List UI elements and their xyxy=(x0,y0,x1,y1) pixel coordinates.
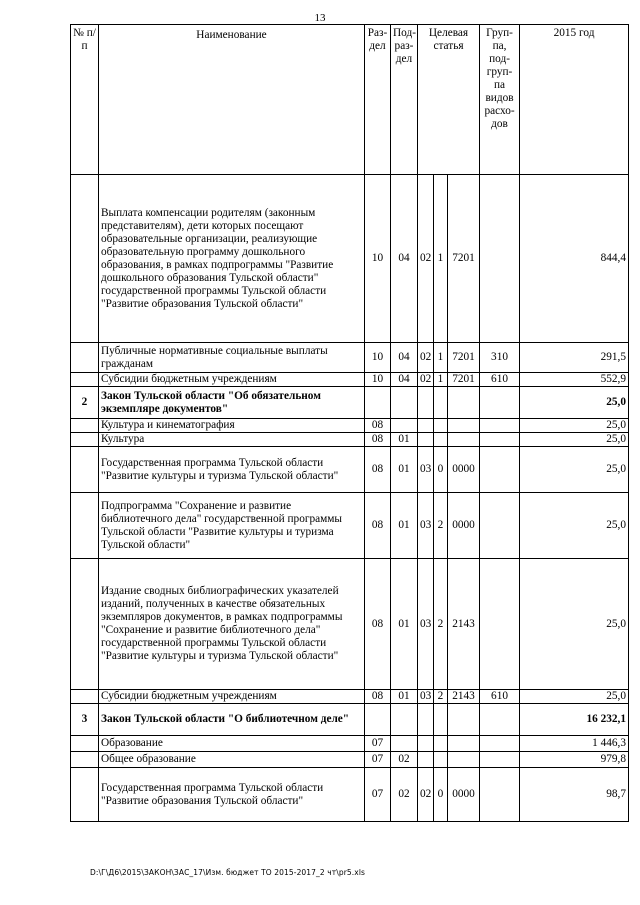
row-razdel: 08 xyxy=(365,447,391,493)
row-target-subprogram: 2 xyxy=(434,690,448,704)
row-name: Подпрограмма "Сохранение и развитие библиотечного дела" государственной программы Тульской области "Развитие культуры и туризма Тульской области" xyxy=(99,493,365,559)
row-name: Государственная программа Тульской области "Развитие образования Тульской области" xyxy=(99,768,365,822)
row-expense-group xyxy=(480,752,520,768)
row-podrazdel: 02 xyxy=(391,752,418,768)
row-podrazdel: 01 xyxy=(391,433,418,447)
row-number xyxy=(71,175,99,343)
row-amount: 25,0 xyxy=(520,447,629,493)
row-amount: 25,0 xyxy=(520,419,629,433)
table-row xyxy=(71,343,629,373)
row-expense-group xyxy=(480,447,520,493)
row-target-direction: 2143 xyxy=(448,690,480,704)
row-expense-group xyxy=(480,387,520,419)
header-year-2015: 2015 год xyxy=(520,25,629,175)
row-razdel: 07 xyxy=(365,752,391,768)
page-number: 13 xyxy=(314,12,326,24)
table-row xyxy=(71,752,629,768)
row-target-direction: 7201 xyxy=(448,175,480,343)
row-target-program: 03 xyxy=(418,447,434,493)
row-razdel: 08 xyxy=(365,419,391,433)
row-number xyxy=(71,493,99,559)
row-expense-group xyxy=(480,433,520,447)
row-target-program: 03 xyxy=(418,559,434,690)
row-target-direction: 0000 xyxy=(448,768,480,822)
row-target-direction xyxy=(448,387,480,419)
row-target-subprogram xyxy=(434,704,448,736)
row-podrazdel: 01 xyxy=(391,559,418,690)
row-expense-group: 310 xyxy=(480,343,520,373)
table-row xyxy=(71,559,629,690)
row-number xyxy=(71,559,99,690)
row-target-subprogram xyxy=(434,433,448,447)
row-razdel: 07 xyxy=(365,768,391,822)
row-podrazdel xyxy=(391,704,418,736)
row-number xyxy=(71,752,99,768)
table-row xyxy=(71,433,629,447)
row-expense-group xyxy=(480,768,520,822)
row-target-subprogram xyxy=(434,419,448,433)
row-number xyxy=(71,768,99,822)
row-number xyxy=(71,373,99,387)
table-row xyxy=(71,419,629,433)
row-amount: 979,8 xyxy=(520,752,629,768)
row-target-subprogram xyxy=(434,387,448,419)
row-podrazdel: 01 xyxy=(391,493,418,559)
row-target-direction xyxy=(448,752,480,768)
row-target-program xyxy=(418,433,434,447)
header-num: № п/п xyxy=(71,25,99,175)
table-row xyxy=(71,768,629,822)
row-expense-group: 610 xyxy=(480,690,520,704)
row-podrazdel: 02 xyxy=(391,768,418,822)
table-row xyxy=(71,447,629,493)
row-expense-group xyxy=(480,419,520,433)
row-amount: 1 446,3 xyxy=(520,736,629,752)
row-number xyxy=(71,690,99,704)
header-razdel: Раз-дел xyxy=(365,25,391,175)
header-expense-group: Груп-па, под-груп-па видов расхо-дов xyxy=(480,25,520,175)
row-number xyxy=(71,433,99,447)
row-podrazdel: 01 xyxy=(391,690,418,704)
row-target-subprogram xyxy=(434,752,448,768)
row-number: 2 xyxy=(71,387,99,419)
row-name: Общее образование xyxy=(99,752,365,768)
row-amount: 16 232,1 xyxy=(520,704,629,736)
row-target-direction xyxy=(448,433,480,447)
row-expense-group xyxy=(480,559,520,690)
row-target-program: 03 xyxy=(418,493,434,559)
row-number xyxy=(71,419,99,433)
row-amount: 291,5 xyxy=(520,343,629,373)
row-amount: 25,0 xyxy=(520,433,629,447)
row-razdel: 10 xyxy=(365,175,391,343)
row-amount: 25,0 xyxy=(520,493,629,559)
row-number: 3 xyxy=(71,704,99,736)
file-path-footer: D:\Г\Д6\2015\ЗАКОН\ЗАС_17\Изм. бюджет ТО 2015-2017_2 чт\pr5.xls xyxy=(90,868,366,877)
row-expense-group xyxy=(480,736,520,752)
row-target-subprogram: 1 xyxy=(434,175,448,343)
row-razdel xyxy=(365,387,391,419)
row-podrazdel: 01 xyxy=(391,447,418,493)
row-target-program: 03 xyxy=(418,690,434,704)
row-expense-group xyxy=(480,704,520,736)
table-row xyxy=(71,493,629,559)
row-podrazdel xyxy=(391,736,418,752)
row-target-direction: 2143 xyxy=(448,559,480,690)
row-amount: 25,0 xyxy=(520,690,629,704)
row-target-subprogram: 2 xyxy=(434,493,448,559)
row-expense-group: 610 xyxy=(480,373,520,387)
row-number xyxy=(71,343,99,373)
row-target-subprogram: 1 xyxy=(434,373,448,387)
row-target-direction: 7201 xyxy=(448,373,480,387)
row-podrazdel: 04 xyxy=(391,175,418,343)
row-name: Издание сводных библиографических указателей изданий, полученных в качестве обязательных экземпляров документов, в рамках подпрограммы "Сохранение и развитие библиотечного дела" государственной программы Тульской области "Развитие культуры и туризма Тульской области" xyxy=(99,559,365,690)
row-target-direction xyxy=(448,736,480,752)
row-podrazdel: 04 xyxy=(391,373,418,387)
row-amount: 98,7 xyxy=(520,768,629,822)
row-razdel: 10 xyxy=(365,373,391,387)
row-name: Субсидии бюджетным учреждениям xyxy=(99,373,365,387)
row-podrazdel: 04 xyxy=(391,343,418,373)
row-target-direction: 0000 xyxy=(448,493,480,559)
header-name: Наименование xyxy=(99,25,365,175)
row-podrazdel xyxy=(391,387,418,419)
row-number xyxy=(71,736,99,752)
table-row xyxy=(71,373,629,387)
row-target-subprogram xyxy=(434,736,448,752)
row-target-subprogram: 0 xyxy=(434,447,448,493)
row-expense-group xyxy=(480,175,520,343)
row-amount: 25,0 xyxy=(520,387,629,419)
table-header-row xyxy=(71,25,629,175)
row-razdel: 08 xyxy=(365,493,391,559)
row-target-program: 02 xyxy=(418,373,434,387)
row-name: Закон Тульской области "Об обязательном экземпляре документов" xyxy=(99,387,365,419)
row-amount: 844,4 xyxy=(520,175,629,343)
row-name: Публичные нормативные социальные выплаты гражданам xyxy=(99,343,365,373)
row-razdel: 08 xyxy=(365,559,391,690)
row-name: Закон Тульской области "О библиотечном деле" xyxy=(99,704,365,736)
row-target-subprogram: 0 xyxy=(434,768,448,822)
row-target-program xyxy=(418,419,434,433)
row-target-program: 02 xyxy=(418,768,434,822)
row-razdel xyxy=(365,704,391,736)
row-target-subprogram: 2 xyxy=(434,559,448,690)
row-name: Субсидии бюджетным учреждениям xyxy=(99,690,365,704)
row-target-direction: 7201 xyxy=(448,343,480,373)
row-target-program: 02 xyxy=(418,343,434,373)
row-target-program xyxy=(418,387,434,419)
row-name: Культура xyxy=(99,433,365,447)
row-razdel: 10 xyxy=(365,343,391,373)
table-row xyxy=(71,690,629,704)
header-target-article: Целевая статья xyxy=(418,25,480,175)
header-podrazdel: Под-раз-дел xyxy=(391,25,418,175)
table-row xyxy=(71,175,629,343)
row-podrazdel xyxy=(391,419,418,433)
row-name: Культура и кинематография xyxy=(99,419,365,433)
row-target-program xyxy=(418,736,434,752)
row-expense-group xyxy=(480,493,520,559)
row-name: Выплата компенсации родителям (законным представителям), дети которых посещают образовательные организации, реализующие образовательную программу дошкольного образования, в рамках подпрограммы "Развитие дошкольного образования Тульской области" государственной программы Тульской области "Развитие образования Тульской области" xyxy=(99,175,365,343)
table-row xyxy=(71,736,629,752)
row-amount: 552,9 xyxy=(520,373,629,387)
row-target-direction: 0000 xyxy=(448,447,480,493)
row-target-direction xyxy=(448,704,480,736)
row-razdel: 07 xyxy=(365,736,391,752)
row-target-direction xyxy=(448,419,480,433)
row-target-program xyxy=(418,704,434,736)
row-target-program: 02 xyxy=(418,175,434,343)
table-row xyxy=(71,704,629,736)
row-razdel: 08 xyxy=(365,690,391,704)
table-row xyxy=(71,387,629,419)
row-number xyxy=(71,447,99,493)
row-name: Образование xyxy=(99,736,365,752)
row-target-subprogram: 1 xyxy=(434,343,448,373)
budget-table xyxy=(70,24,629,822)
row-name: Государственная программа Тульской области "Развитие культуры и туризма Тульской области" xyxy=(99,447,365,493)
row-razdel: 08 xyxy=(365,433,391,447)
row-target-program xyxy=(418,752,434,768)
row-amount: 25,0 xyxy=(520,559,629,690)
